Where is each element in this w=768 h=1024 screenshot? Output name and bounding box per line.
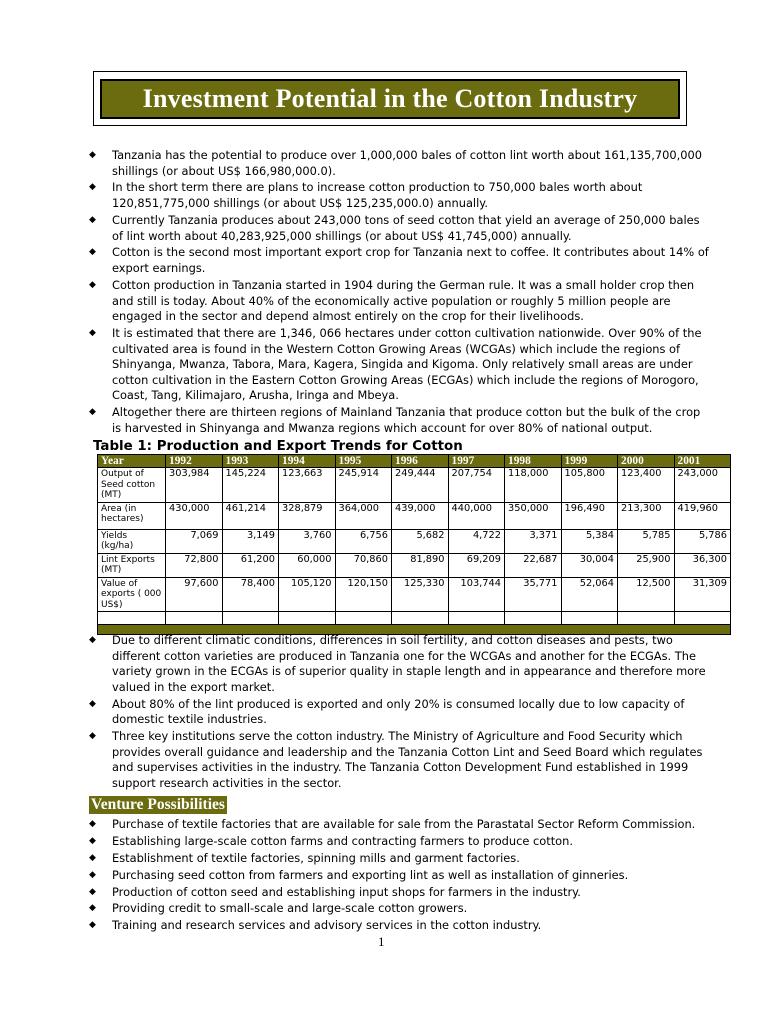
table-cell: 439,000 xyxy=(392,502,449,529)
venture-bullet xyxy=(89,817,709,833)
table-cell: 118,000 xyxy=(505,468,562,503)
production-export-table xyxy=(97,454,731,635)
bullet-text: Purchasing seed cotton from farmers and exporting lint as well as installation of ginneries. xyxy=(112,867,629,882)
blank-cell xyxy=(98,612,166,625)
table-cell: 3,149 xyxy=(222,529,279,553)
bullet-diamond-icon: ◆ xyxy=(89,698,96,709)
table-cell: 22,687 xyxy=(505,553,562,577)
table-cell: 5,682 xyxy=(392,529,449,553)
bullet-diamond-icon: ◆ xyxy=(89,182,96,193)
intro-bullet-list xyxy=(89,148,709,438)
intro-bullet xyxy=(89,213,709,244)
header-year: 1993 xyxy=(222,455,279,468)
table-cell: 123,400 xyxy=(618,468,675,503)
table-cell: 31,309 xyxy=(674,577,731,612)
table-cell: 196,490 xyxy=(561,502,618,529)
header-year: 1996 xyxy=(392,455,449,468)
table-cell: 303,984 xyxy=(166,468,223,503)
table-caption-text: Table 1: Production and Export Trends for Cotton xyxy=(93,439,463,454)
bullet-text: It is estimated that there are 1,346, 066 hectares under cotton cultivation nationwide. Over 90% of the cultivated area is found in the Western Cotton Growing Areas (WCGAs) which include the regions of Shinyanga, Mwanza, Tabora, Mara, Kagera, Singida and Kigoma. Only relatively small areas are under cotton cultivation in the Eastern Cotton Growing Areas (ECGAs) which include the regions of Morogoro, Coast, Tang, Kilimajaro, Arusha, Iringa and Mbeya. xyxy=(112,326,702,403)
bullet-diamond-icon: ◆ xyxy=(89,328,96,339)
bullet-text: Cotton production in Tanzania started in 1904 during the German rule. It was a small holder crop then and still is today. About 40% of the economically active population or roughly 5 million people are engaged in the sector and depend almost entirely on the crop for their livelihoods. xyxy=(112,277,695,324)
header-year: 1994 xyxy=(279,455,336,468)
table-row xyxy=(98,502,731,529)
table-cell: 364,000 xyxy=(335,502,392,529)
bullet-diamond-icon: ◆ xyxy=(89,869,96,880)
venture-bullet xyxy=(89,851,709,867)
bullet-text: About 80% of the lint produced is exported and only 20% is consumed locally due to low capacity of domestic textile industries. xyxy=(112,696,685,727)
bullet-text: Training and research services and advisory services in the cotton industry. xyxy=(112,918,542,933)
title-banner xyxy=(100,79,680,119)
table-cell: 120,150 xyxy=(335,577,392,612)
blank-cell xyxy=(448,612,505,625)
bullet-diamond-icon: ◆ xyxy=(89,731,96,742)
table-row xyxy=(98,529,731,553)
bullet-text: Three key institutions serve the cotton industry. The Ministry of Agriculture and Food Security which provides overall guidance and leadership and the Tanzania Cotton Lint and Seed Board which regulates and supervises activities in the industry. The Tanzania Cotton Development Fund established in 1999 support research activities in the sector. xyxy=(112,729,703,790)
blank-cell xyxy=(392,612,449,625)
bullet-text: Currently Tanzania produces about 243,000 tons of seed cotton that yield an average of 250,000 bales of lint worth about 40,283,925,000 shillings (or about US$ 41,745,000) annually. xyxy=(112,212,700,243)
header-year: 2001 xyxy=(674,455,731,468)
table-cell: 249,444 xyxy=(392,468,449,503)
bullet-text: Providing credit to small-scale and large-scale cotton growers. xyxy=(112,901,468,916)
intro-bullet xyxy=(89,148,709,179)
bullet-diamond-icon: ◆ xyxy=(89,279,96,290)
row-label: Lint Exports (MT) xyxy=(98,553,166,577)
table-cell: 430,000 xyxy=(166,502,223,529)
venture-heading: Venture Possibilities xyxy=(91,796,225,813)
row-label: Output of Seed cotton (MT) xyxy=(98,468,166,503)
table-cell: 97,600 xyxy=(166,577,223,612)
table-cell: 70,860 xyxy=(335,553,392,577)
header-year: 1992 xyxy=(166,455,223,468)
blank-cell xyxy=(674,612,731,625)
row-label: Value of exports ( 000 US$) xyxy=(98,577,166,612)
table-cell: 440,000 xyxy=(448,502,505,529)
table-cell: 30,004 xyxy=(561,553,618,577)
intro-bullet xyxy=(89,180,709,211)
bullet-diamond-icon: ◆ xyxy=(89,920,96,931)
intro-bullet xyxy=(89,326,709,404)
blank-cell xyxy=(618,612,675,625)
venture-bullet xyxy=(89,885,709,901)
blank-cell xyxy=(166,612,223,625)
middle-bullet xyxy=(89,729,709,791)
table-cell: 7,069 xyxy=(166,529,223,553)
venture-bullet xyxy=(89,918,709,934)
table-cell: 213,300 xyxy=(618,502,675,529)
table-cell: 145,224 xyxy=(222,468,279,503)
bullet-text: Establishment of textile factories, spinning mills and garment factories. xyxy=(112,850,520,865)
table-cell: 12,500 xyxy=(618,577,675,612)
bullet-text: Due to different climatic conditions, differences in soil fertility, and cotton diseases and pests, two different cotton varieties are produced in Tanzania one for the WCGAs and another for the ECGAs. The variety grown in the ECGAs is of superior quality in staple length and in appearance and therefore more valued in the export market. xyxy=(112,633,706,694)
table-cell: 328,879 xyxy=(279,502,336,529)
header-year-label: Year xyxy=(98,455,166,468)
table-cell: 61,200 xyxy=(222,553,279,577)
table-cell: 243,000 xyxy=(674,468,731,503)
middle-bullet xyxy=(89,697,709,728)
blank-cell xyxy=(335,612,392,625)
page-title: Investment Potential in the Cotton Industry xyxy=(142,84,638,113)
bullet-diamond-icon: ◆ xyxy=(89,150,96,160)
table-cell: 81,890 xyxy=(392,553,449,577)
header-year: 1999 xyxy=(561,455,618,468)
header-year: 1997 xyxy=(448,455,505,468)
table-cell: 69,209 xyxy=(448,553,505,577)
table-cell: 78,400 xyxy=(222,577,279,612)
table-cell: 4,722 xyxy=(448,529,505,553)
middle-bullet-list xyxy=(89,633,709,793)
middle-bullet xyxy=(89,633,709,695)
bullet-diamond-icon: ◆ xyxy=(89,247,96,258)
venture-bullet xyxy=(89,868,709,884)
bullet-text: Establishing large-scale cotton farms and contracting farmers to produce cotton. xyxy=(112,833,573,848)
table-cell: 123,663 xyxy=(279,468,336,503)
table-header-row xyxy=(98,455,731,468)
table-cell: 25,900 xyxy=(618,553,675,577)
bullet-diamond-icon: ◆ xyxy=(89,214,96,225)
header-year: 1995 xyxy=(335,455,392,468)
intro-bullet xyxy=(89,405,709,436)
table-cell: 6,756 xyxy=(335,529,392,553)
row-label: Yields (kg/ha) xyxy=(98,529,166,553)
table-row xyxy=(98,577,731,612)
bullet-diamond-icon: ◆ xyxy=(89,635,96,645)
table-cell: 5,785 xyxy=(618,529,675,553)
page-number: 1 xyxy=(378,934,385,949)
header-year: 2000 xyxy=(618,455,675,468)
table-cell: 103,744 xyxy=(448,577,505,612)
venture-bullet-list xyxy=(89,817,709,935)
intro-bullet xyxy=(89,278,709,325)
table-cell: 419,960 xyxy=(674,502,731,529)
intro-bullet xyxy=(89,245,709,276)
venture-bullet xyxy=(89,901,709,917)
table-cell: 245,914 xyxy=(335,468,392,503)
bullet-text: Cotton is the second most important export crop for Tanzania next to coffee. It contributes about 14% of export earnings. xyxy=(112,245,709,276)
blank-cell xyxy=(561,612,618,625)
table-cell: 207,754 xyxy=(448,468,505,503)
bullet-text: Production of cotton seed and establishing input shops for farmers in the industry. xyxy=(112,884,581,899)
bullet-text: Tanzania has the potential to produce over 1,000,000 bales of cotton lint worth about 161,135,700,000 shillings (or about US$ 166,980,000.0). xyxy=(112,148,702,178)
table-cell: 125,330 xyxy=(392,577,449,612)
bullet-diamond-icon: ◆ xyxy=(89,886,96,897)
table-cell: 60,000 xyxy=(279,553,336,577)
table-cell: 72,800 xyxy=(166,553,223,577)
table-cell: 35,771 xyxy=(505,577,562,612)
blank-cell xyxy=(505,612,562,625)
table-cell: 5,384 xyxy=(561,529,618,553)
table-caption xyxy=(93,439,463,454)
blank-cell xyxy=(279,612,336,625)
table-row xyxy=(98,468,731,503)
bullet-diamond-icon: ◆ xyxy=(89,903,96,914)
bullet-text: Altogether there are thirteen regions of Mainland Tanzania that produce cotton but the bulk of the crop is harvested in Shinyanga and Mwanza regions which account for over 80% of national output. xyxy=(112,405,701,435)
bullet-diamond-icon: ◆ xyxy=(89,852,96,863)
bullet-diamond-icon: ◆ xyxy=(89,819,96,829)
table-cell: 105,120 xyxy=(279,577,336,612)
row-label: Area (in hectares) xyxy=(98,502,166,529)
table-cell: 350,000 xyxy=(505,502,562,529)
venture-bullet xyxy=(89,834,709,850)
bullet-diamond-icon: ◆ xyxy=(89,835,96,846)
blank-cell xyxy=(222,612,279,625)
table-cell: 5,786 xyxy=(674,529,731,553)
bullet-diamond-icon: ◆ xyxy=(89,407,96,418)
table-blank-row xyxy=(98,612,731,625)
table-cell: 3,371 xyxy=(505,529,562,553)
bullet-text: In the short term there are plans to increase cotton production to 750,000 bales worth about 120,851,775,000 shillings (or about US$ 125,235,000.0) annually. xyxy=(112,180,643,211)
title-frame xyxy=(93,71,687,126)
table-cell: 461,214 xyxy=(222,502,279,529)
table-cell: 52,064 xyxy=(561,577,618,612)
header-year: 1998 xyxy=(505,455,562,468)
table-cell: 3,760 xyxy=(279,529,336,553)
table-cell: 36,300 xyxy=(674,553,731,577)
bullet-text: Purchase of textile factories that are available for sale from the Parastatal Sector Reform Commission. xyxy=(112,817,696,831)
table-row xyxy=(98,553,731,577)
table-cell: 105,800 xyxy=(561,468,618,503)
